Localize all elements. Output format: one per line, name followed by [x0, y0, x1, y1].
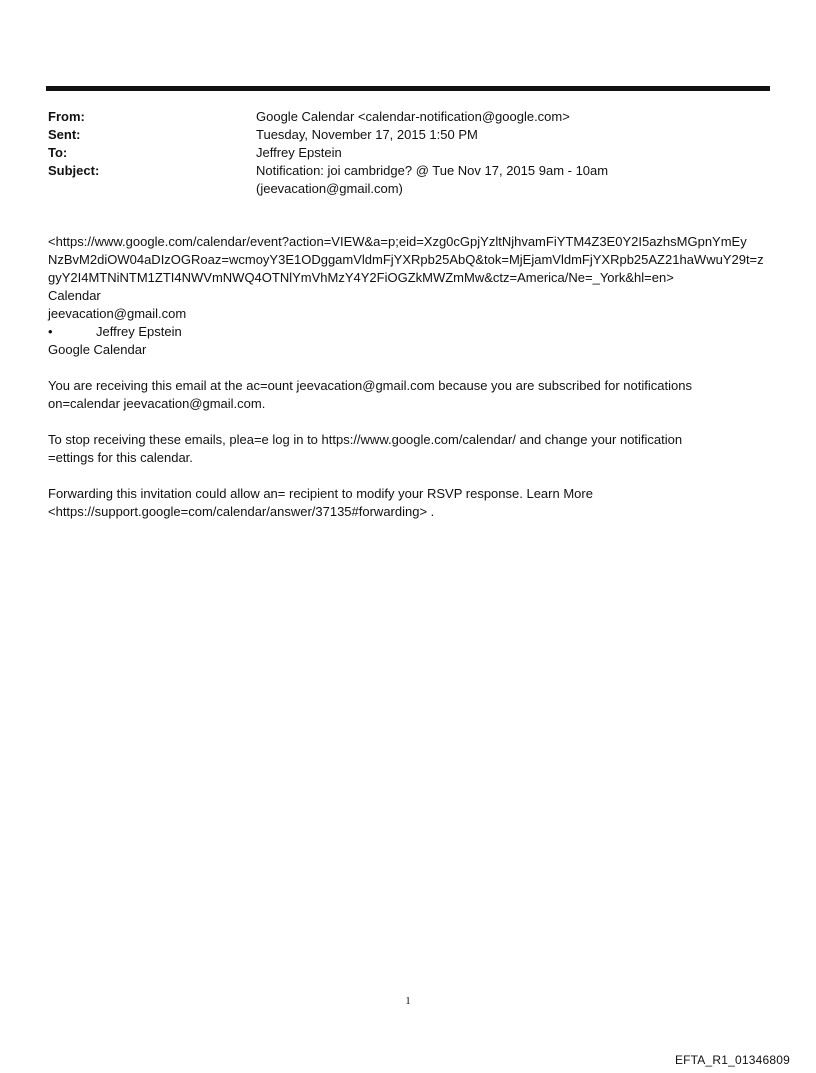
to-value: Jeffrey Epstein: [256, 145, 342, 160]
forward-line-2: <https://support.google=com/calendar/answer/37135#forwarding> .: [48, 504, 435, 519]
email-body: [48, 233, 776, 521]
receiving-line-1: You are receiving this email at the ac=ount jeevacation@gmail.com because you are subscribed for notifications: [48, 378, 692, 393]
google-calendar-label: Google Calendar: [48, 342, 147, 357]
attendee-list-item: [48, 323, 776, 341]
receiving-line-2: on=calendar jeevacation@gmail.com.: [48, 396, 266, 411]
bullet-icon: •: [48, 324, 53, 339]
event-url-line-1: <https://www.google.com/calendar/event?action=VIEW&a=p;eid=Xzg0cGpjYzltNjhvamFiYTM4Z3E0Y2I5azhsMGpnYmEy: [48, 234, 747, 249]
from-label: From:: [48, 109, 85, 124]
stop-line-1: To stop receiving these emails, plea=e log in to https://www.google.com/calendar/ and change your notification: [48, 432, 683, 447]
subject-label: Subject:: [48, 163, 100, 178]
event-url-line-3: gyY2I4MTNiNTM1ZTI4NWVmNWQ4OTNlYmVhMzY4Y2FiOGZkMWZmMw&ctz=America/Ne=_York&hl=en>: [48, 270, 674, 285]
page-number: 1: [405, 995, 411, 1007]
subject-row: [48, 162, 768, 198]
subject-line-2: (jeevacation@gmail.com): [256, 181, 403, 196]
sent-label: Sent:: [48, 127, 81, 142]
subject-line-1: Notification: joi cambridge? @ Tue Nov 17, 2015 9am - 10am: [256, 163, 609, 178]
sent-row: [48, 126, 768, 144]
calendar-label: Calendar: [48, 288, 101, 303]
to-row: [48, 144, 768, 162]
subject-value: [256, 162, 768, 198]
email-header: [48, 108, 768, 198]
event-url-line-2: NzBvM2diOW04aDIzOGRoaz=wcmoyY3E1ODggamVldmFjYXRpb25AbQ&tok=MjEjamVldmFjYXRpb25AZ21haWwuY29t=z: [48, 252, 764, 267]
bates-number: EFTA_R1_01346809: [674, 1053, 790, 1067]
calendar-email: jeevacation@gmail.com: [48, 306, 187, 321]
stop-line-2: =ettings for this calendar.: [48, 450, 193, 465]
from-value: Google Calendar <calendar-notification@google.com>: [256, 109, 570, 124]
forward-line-1: Forwarding this invitation could allow an= recipient to modify your RSVP response. Learn More: [48, 486, 593, 501]
header-divider: [46, 86, 770, 91]
attendee-name: Jeffrey Epstein: [96, 324, 182, 339]
to-label: To:: [48, 145, 68, 160]
from-row: [48, 108, 768, 126]
sent-value: Tuesday, November 17, 2015 1:50 PM: [256, 127, 478, 142]
